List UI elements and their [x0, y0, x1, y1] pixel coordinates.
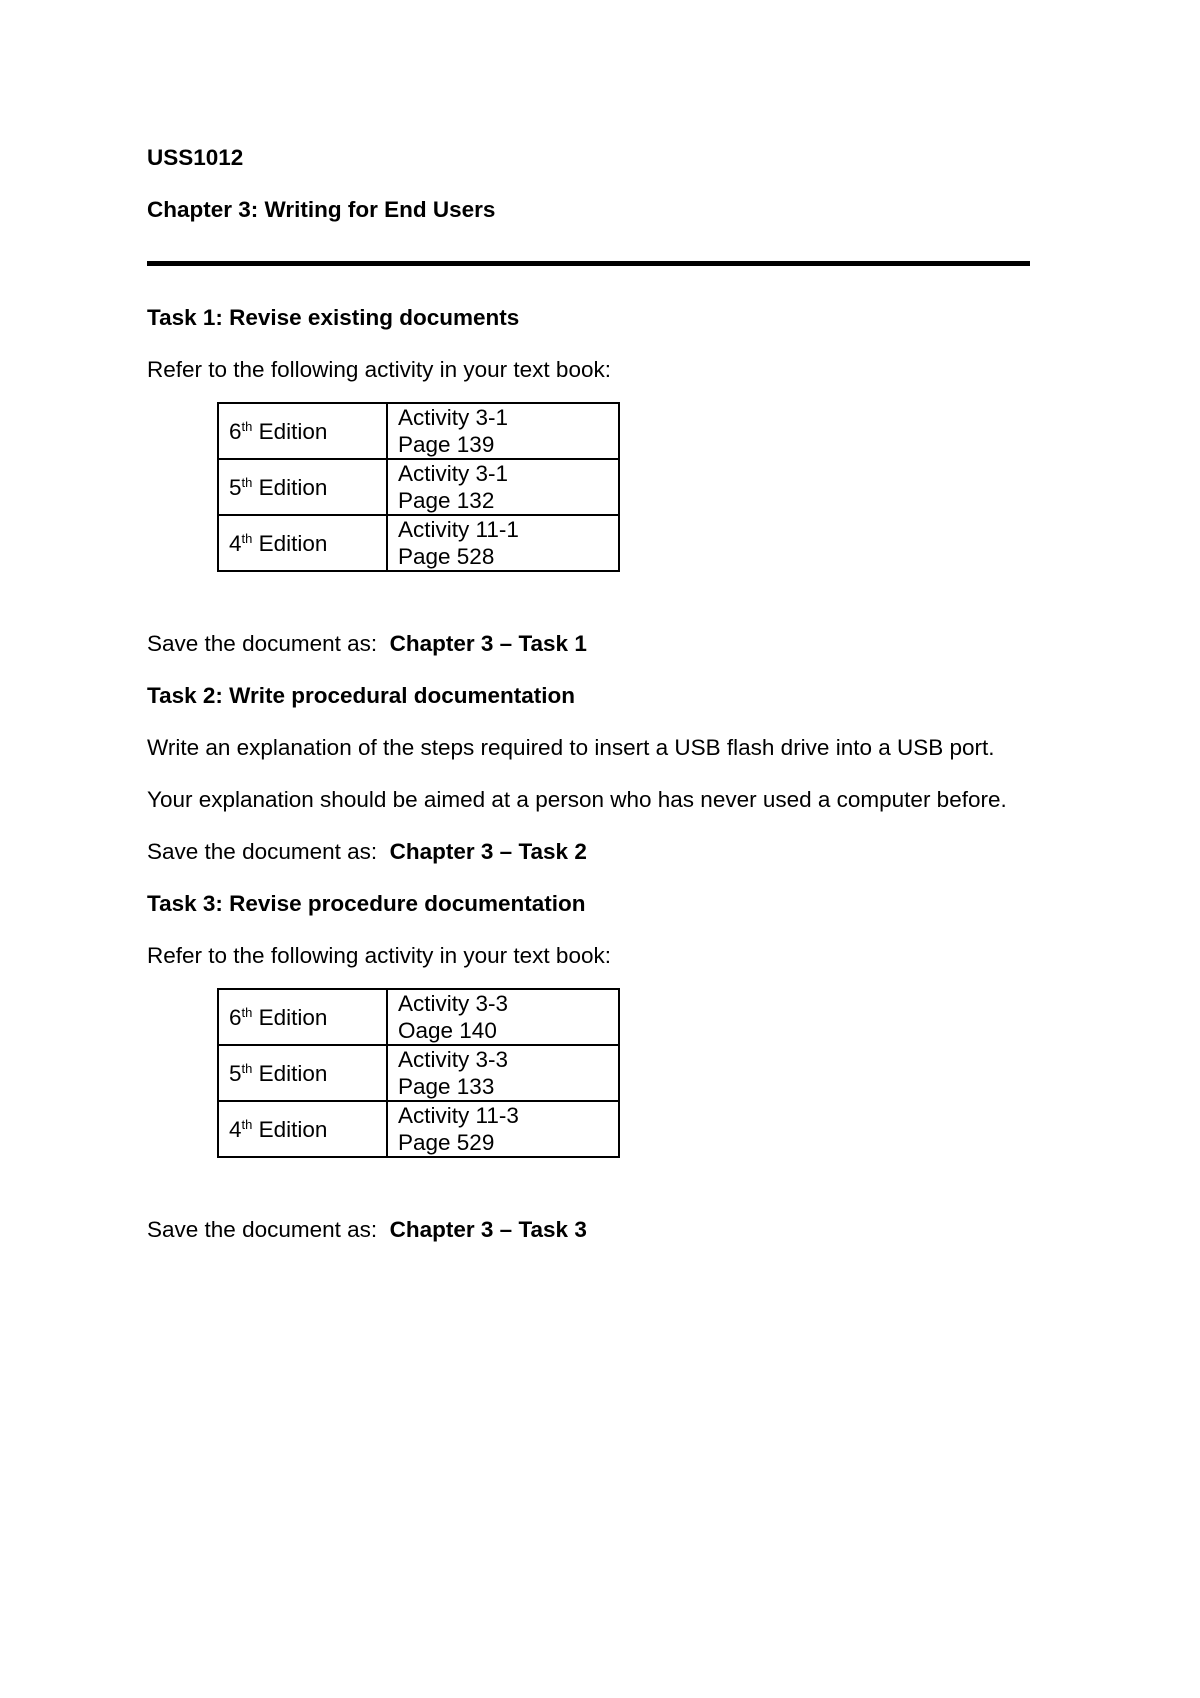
task3-intro: Refer to the following activity in your text book:	[147, 943, 611, 968]
task2-paragraph-1: Write an explanation of the steps required to insert a USB flash drive into a USB port.	[147, 735, 995, 760]
table-row	[218, 459, 619, 515]
task1-edition-table	[217, 402, 620, 572]
activity-cell: Activity 3-1 Page 132	[387, 459, 619, 515]
task2-heading: Task 2: Write procedural documentation	[147, 683, 575, 708]
task2-save-line: Save the document as: Chapter 3 – Task 2	[147, 839, 587, 864]
table-row	[218, 515, 619, 571]
activity-cell: Activity 11-1 Page 528	[387, 515, 619, 571]
table-row	[218, 403, 619, 459]
chapter-title: Chapter 3: Writing for End Users	[147, 197, 496, 222]
task1-save-filename: Chapter 3 – Task 1	[389, 631, 587, 656]
horizontal-rule	[147, 261, 1030, 266]
table-row	[218, 989, 619, 1045]
edition-cell: 6th Edition	[218, 989, 387, 1045]
edition-cell: 5th Edition	[218, 1045, 387, 1101]
activity-cell: Activity 3-3 Page 133	[387, 1045, 619, 1101]
task2-paragraph-2: Your explanation should be aimed at a person who has never used a computer before.	[147, 787, 1007, 812]
edition-cell: 6th Edition	[218, 403, 387, 459]
table-row	[218, 1101, 619, 1157]
activity-cell: Activity 3-3 Oage 140	[387, 989, 619, 1045]
activity-cell: Activity 11-3 Page 529	[387, 1101, 619, 1157]
task1-heading: Task 1: Revise existing documents	[147, 305, 520, 330]
task3-save-filename: Chapter 3 – Task 3	[389, 1217, 587, 1242]
table-row	[218, 1045, 619, 1101]
document-body	[147, 142, 1027, 1266]
task3-save-line: Save the document as: Chapter 3 – Task 3	[147, 1217, 587, 1242]
activity-cell: Activity 3-1 Page 139	[387, 403, 619, 459]
task2-save-filename: Chapter 3 – Task 2	[389, 839, 587, 864]
edition-cell: 5th Edition	[218, 459, 387, 515]
edition-cell: 4th Edition	[218, 515, 387, 571]
task1-intro: Refer to the following activity in your text book:	[147, 357, 611, 382]
task1-save-line: Save the document as: Chapter 3 – Task 1	[147, 631, 587, 656]
task3-edition-table	[217, 988, 620, 1158]
edition-cell: 4th Edition	[218, 1101, 387, 1157]
task3-heading: Task 3: Revise procedure documentation	[147, 891, 586, 916]
course-code: USS1012	[147, 145, 244, 170]
